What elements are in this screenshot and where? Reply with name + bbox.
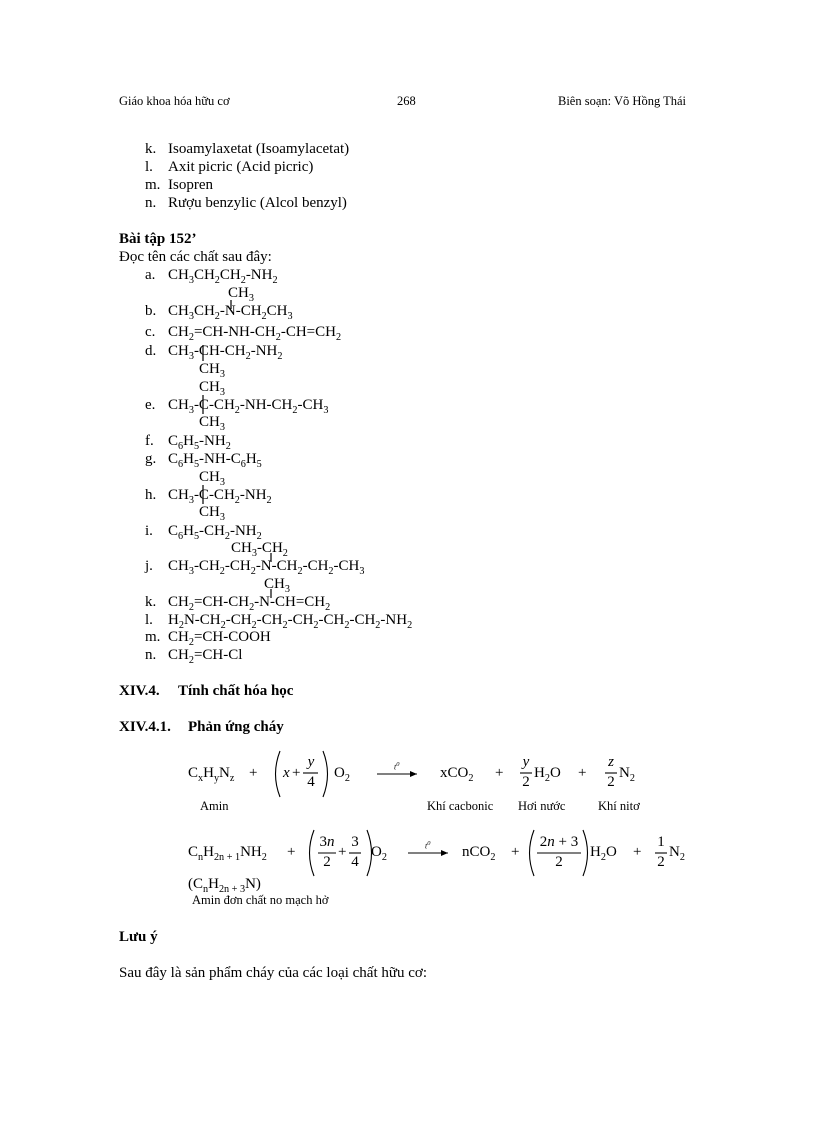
amine-c-formula: $CH_2=CH-NH-CH_2-CH=CH_2$ — [168, 324, 342, 343]
amine-f-label: f. — [145, 433, 154, 449]
eq1-n2: $N_2$ — [619, 765, 635, 784]
amine-e-label: e. — [145, 397, 156, 413]
eq1-h2o: $H_2O$ — [534, 765, 561, 784]
amine-a-formula: $CH_3CH_2CH_2-NH_2$ — [168, 267, 278, 286]
amine-l-label: l. — [145, 612, 153, 628]
exercise-instruction: Đọc tên các chất sau đây: — [119, 249, 272, 265]
eq2-h2o: $H_2O$ — [590, 844, 617, 863]
eq1-paren-x: x — [283, 765, 290, 781]
eq2-n2-den: 2 — [657, 854, 665, 870]
list-item-n: Rượu benzylic (Alcol benzyl) — [168, 195, 347, 211]
arrowhead-eq2 — [441, 850, 448, 856]
eq2-n2-num: 1 — [657, 834, 665, 850]
list-item-l-label: l. — [145, 159, 153, 175]
amine-a-label: a. — [145, 267, 156, 283]
header-left: Giáo khoa hóa hữu cơ — [119, 94, 230, 108]
eq2-f2-num: 3 — [351, 834, 359, 850]
amine-j-label: j. — [145, 558, 153, 574]
eq2-f2-den: 4 — [351, 854, 359, 870]
amine-g-label: g. — [145, 451, 157, 467]
amine-l-formula: $H_2N-CH_2-CH_2-CH_2-CH_2-CH_2-CH_2-NH_2$ — [168, 612, 413, 631]
eq1-plus2: + — [495, 765, 504, 781]
exercise-title: Bài tập 152’ — [119, 231, 197, 247]
eq2-f3-num: 2n + 3 — [539, 834, 579, 850]
amine-c-label: c. — [145, 324, 156, 340]
eq2-arrow-cond: $t^0$ — [425, 840, 431, 851]
amine-b-label: b. — [145, 303, 157, 319]
list-item-l: Axit picric (Acid picric) — [168, 159, 314, 175]
eq1-label-co2: Khí cacbonic — [427, 799, 494, 813]
note-text: Sau đây là sản phẩm cháy của các loại chất hữu cơ: — [119, 965, 428, 981]
amine-m-formula: $CH_2=CH$-COOH — [168, 629, 271, 648]
eq2-reactant: $C_nH_{2n + 1}NH_2$ — [188, 844, 267, 863]
eq2-f3-den: 2 — [555, 854, 563, 870]
amine-j-formula: $CH_3-CH_2-CH_2-N-CH_2-CH_2-CH_3$ — [168, 558, 365, 577]
eq1-h2o-num: y — [522, 754, 530, 770]
list-item-m: Isopren — [168, 177, 213, 193]
note-title: Lưu ý — [119, 929, 158, 945]
eq1-co2: xCO$_2$ — [440, 765, 474, 784]
paren-right-eq2b — [583, 830, 588, 876]
amine-h-branch-bottom: $CH_3$ — [199, 504, 225, 523]
eq1-label-amine: Amin — [200, 799, 229, 813]
eq2-plus3: + — [633, 844, 642, 860]
paren-left-eq2 — [310, 830, 315, 876]
eq2-paren-plus: + — [338, 844, 347, 860]
eq2-label: Amin đơn chất no mạch hở — [192, 893, 329, 907]
eq2-alt-formula: $(C_nH_{2n + 3}N)$ — [188, 876, 261, 895]
amine-i-label: i. — [145, 523, 153, 539]
eq1-frac-num: y — [307, 754, 315, 770]
amine-i-formula: $C_6H_5-CH_2-NH_2$ — [168, 523, 262, 542]
eq1-reactant: $C_xH_yN_z$ — [188, 765, 235, 784]
list-item-n-label: n. — [145, 195, 157, 211]
amine-n-formula: $CH_2=CH-Cl$ — [168, 647, 243, 666]
eq1-paren-plus: + — [292, 765, 301, 781]
amine-b-branch-top: $CH_3$ — [228, 285, 254, 304]
eq2-plus1: + — [287, 844, 296, 860]
eq1-h2o-den: 2 — [522, 774, 530, 790]
amine-b-formula: $CH_3CH_2-N-CH_2CH_3$ — [168, 303, 293, 322]
amine-k-label: k. — [145, 594, 157, 610]
subsection-number: XIV.4.1. — [119, 719, 171, 735]
section-title: Tính chất hóa học — [178, 683, 294, 699]
amine-m-label: m. — [145, 629, 161, 645]
paren-right-eq1 — [323, 751, 328, 797]
amine-k-formula: $CH_2=CH-CH_2-N-CH=CH_2$ — [168, 594, 331, 613]
eq1-plus3: + — [578, 765, 587, 781]
amine-n-label: n. — [145, 647, 157, 663]
eq1-arrow-cond: $t^0$ — [394, 761, 400, 772]
section-number: XIV.4. — [119, 683, 160, 699]
eq2-f1-den: 2 — [323, 854, 331, 870]
amine-j-branch-top: $CH_3-CH_2$ — [231, 540, 288, 559]
list-item-k: Isoamylaxetat (Isoamylacetat) — [168, 141, 350, 157]
paren-left-eq1 — [276, 751, 281, 797]
eq1-n2-num: z — [608, 754, 614, 770]
amine-d-branch-bottom: $CH_3$ — [199, 361, 225, 380]
amine-h-label: h. — [145, 487, 157, 503]
eq2-co2: nCO$_2$ — [462, 844, 496, 863]
eq1-o2: $O_2$ — [334, 765, 350, 784]
amine-k-branch-top: $CH_3$ — [264, 576, 290, 595]
amine-d-formula: $CH_3-CH-CH_2-NH_2$ — [168, 343, 283, 362]
amine-d-label: d. — [145, 343, 157, 359]
amine-f-formula: $C_6H_5-NH_2$ — [168, 433, 231, 452]
header-right: Biên soạn: Võ Hồng Thái — [558, 94, 687, 108]
amine-g-formula: $C_6H_5-NH-C_6H_5$ — [168, 451, 262, 470]
amine-e-branch-bottom: $CH_3$ — [199, 414, 225, 433]
eq1-label-n2: Khí nitơ — [598, 799, 640, 813]
eq2-n2: $N_2$ — [669, 844, 685, 863]
amine-e-branch-top: $CH_3$ — [199, 379, 225, 398]
amine-e-formula: $CH_3-C-CH_2-NH-CH_2-CH_3$ — [168, 397, 329, 416]
amine-h-branch-top: $CH_3$ — [199, 469, 225, 488]
arrowhead-eq1 — [410, 771, 417, 777]
amine-h-formula: $CH_3-C-CH_2-NH_2$ — [168, 487, 272, 506]
page-number: 268 — [397, 94, 416, 108]
eq1-plus1: + — [249, 765, 258, 781]
paren-left-eq2b — [530, 830, 535, 876]
eq2-plus2: + — [511, 844, 520, 860]
subsection-title: Phản ứng cháy — [188, 719, 284, 735]
eq1-frac-den: 4 — [307, 774, 315, 790]
eq2-o2: $O_2$ — [371, 844, 387, 863]
eq1-label-h2o: Hơi nước — [518, 799, 566, 813]
list-item-k-label: k. — [145, 141, 157, 157]
eq2-f1-num: 3n — [319, 834, 335, 850]
list-item-m-label: m. — [145, 177, 161, 193]
eq1-n2-den: 2 — [607, 774, 615, 790]
